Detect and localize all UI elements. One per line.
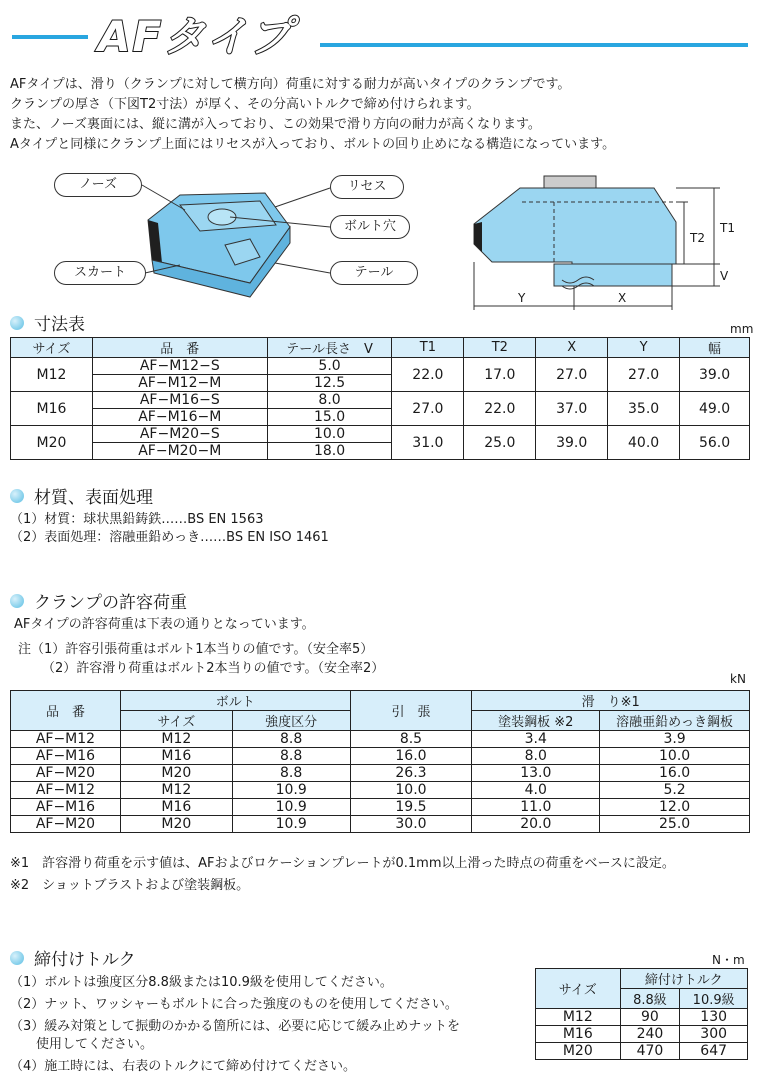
table-header-row (11, 338, 750, 358)
table-header-row (536, 969, 748, 989)
table-cell: 10.0 (350, 782, 472, 799)
material-item: （1）材質：球状黒鉛鋳鉄……BS EN 1563 (10, 512, 264, 527)
dim-label-v: V (720, 269, 729, 283)
load-footnote: ※1 許容滑り荷重を示す値は、AFおよびロケーションプレートが0.1mm以上滑った時点の荷重をベースに設定。 (10, 856, 675, 871)
table-cell: 35.0 (608, 392, 680, 426)
table-cell: 4.0 (472, 782, 600, 799)
table-cell: 130 (680, 1009, 748, 1026)
table-header: 幅 (680, 338, 750, 358)
table-cell: 10.0 (267, 426, 392, 443)
table-header: 塗装鋼板 ※2 (472, 711, 600, 731)
table-row (11, 748, 750, 765)
table-cell: 10.9 (232, 816, 350, 833)
table-cell: AF−M20−M (92, 443, 267, 460)
table-cell: 16.0 (600, 765, 750, 782)
table-cell: 16.0 (350, 748, 472, 765)
table-row (536, 1009, 748, 1026)
title-line-right (320, 43, 748, 47)
table-cell: 31.0 (392, 426, 464, 460)
table-cell: 39.0 (536, 426, 608, 460)
table-cell: M20 (120, 816, 232, 833)
table-cell: AF−M16−S (92, 392, 267, 409)
table-cell: 13.0 (472, 765, 600, 782)
table-cell: M16 (11, 392, 93, 426)
table-cell: 15.0 (267, 409, 392, 426)
callout-nose: ノーズ (54, 173, 142, 197)
table-header: T2 (464, 338, 536, 358)
dim-label-x: X (618, 291, 627, 305)
table-cell: 10.9 (232, 799, 350, 816)
bullet-icon (10, 316, 24, 330)
table-cell: 3.4 (472, 731, 600, 748)
table-cell: 30.0 (350, 816, 472, 833)
table-cell: 20.0 (472, 816, 600, 833)
intro-line: また、ノーズ裏面には、縦に溝が入っており、この効果で滑り方向の耐力が高くなります。 (10, 117, 541, 132)
bullet-icon (10, 594, 24, 608)
section-heading: 材質、表面処理 (34, 488, 153, 508)
table-header: サイズ (120, 711, 232, 731)
table-header: T1 (392, 338, 464, 358)
table-cell: 5.2 (600, 782, 750, 799)
table-cell: 240 (620, 1026, 680, 1043)
table-row (11, 358, 750, 375)
table-cell: M12 (120, 782, 232, 799)
load-unit: kN (730, 672, 746, 686)
table-cell: AF−M12−S (92, 358, 267, 375)
table-cell: 22.0 (392, 358, 464, 392)
clamp-side-diagram (462, 172, 752, 317)
material-item: （2）表面処理：溶融亜鉛めっき……BS EN ISO 1461 (10, 530, 329, 545)
table-cell: 18.0 (267, 443, 392, 460)
table-header: 8.8級 (620, 989, 680, 1009)
table-row (536, 1043, 748, 1060)
table-cell: 470 (620, 1043, 680, 1060)
table-header: 溶融亜鉛めっき鋼板 (600, 711, 750, 731)
table-cell: 39.0 (680, 358, 750, 392)
dim-label-t2: T2 (690, 231, 705, 245)
section-heading: 寸法表 (34, 315, 85, 335)
table-cell: 25.0 (600, 816, 750, 833)
intro-line: AFタイプは、滑り（クランプに対して横方向）荷重に対する耐力が高いタイプのクランプです。 (10, 77, 571, 92)
table-header: 強度区分 (232, 711, 350, 731)
load-table (10, 690, 750, 833)
table-cell: AF−M12−M (92, 375, 267, 392)
load-note: （2）許容滑り荷重はボルト2本当りの値です。（安全率2） (42, 661, 385, 676)
bullet-icon (10, 951, 24, 965)
table-row (11, 426, 750, 443)
table-header: 品 番 (11, 691, 121, 731)
table-cell: 90 (620, 1009, 680, 1026)
table-header: サイズ (11, 338, 93, 358)
table-cell: 8.0 (472, 748, 600, 765)
section-dimensions (10, 310, 85, 335)
bullet-icon (10, 489, 24, 503)
table-cell: 10.0 (600, 748, 750, 765)
torque-item: （1）ボルトは強度区分8.8級または10.9級を使用してください。 (10, 975, 393, 990)
table-cell: 17.0 (464, 358, 536, 392)
table-cell: AF−M16 (11, 748, 121, 765)
page-title: AFタイプ (98, 12, 294, 61)
table-cell: 27.0 (536, 358, 608, 392)
table-cell: 10.9 (232, 782, 350, 799)
table-row (11, 392, 750, 409)
section-heading: 締付けトルク (34, 950, 136, 970)
clamp-side-illustration (462, 172, 752, 317)
table-cell: M16 (120, 748, 232, 765)
callout-tail: テール (330, 261, 418, 285)
table-cell: 300 (680, 1026, 748, 1043)
table-cell: 11.0 (472, 799, 600, 816)
intro-line: Aタイプと同様にクランプ上面にはリセスが入っており、ボルトの回り止めになる構造になっています。 (10, 137, 616, 152)
table-cell: AF−M20−S (92, 426, 267, 443)
table-cell: 8.0 (267, 392, 392, 409)
title-bar (0, 12, 760, 62)
table-header: X (536, 338, 608, 358)
table-row (11, 799, 750, 816)
table-row (11, 816, 750, 833)
callout-skirt: スカート (54, 261, 146, 285)
table-cell: 27.0 (392, 392, 464, 426)
table-header: ボルト (120, 691, 350, 711)
table-cell: AF−M20 (11, 765, 121, 782)
table-cell: 3.9 (600, 731, 750, 748)
table-row (11, 765, 750, 782)
table-cell: 40.0 (608, 426, 680, 460)
torque-unit: N・m (712, 953, 745, 967)
torque-table (535, 968, 748, 1060)
clamp-3d-diagram (50, 165, 430, 305)
table-cell: 19.5 (350, 799, 472, 816)
table-header: テール長さ V (267, 338, 392, 358)
table-header-row (11, 691, 750, 711)
section-heading: クランプの許容荷重 (34, 593, 187, 613)
table-cell: 8.8 (232, 765, 350, 782)
table-cell: 5.0 (267, 358, 392, 375)
table-cell: M12 (11, 358, 93, 392)
table-cell: 26.3 (350, 765, 472, 782)
load-note: 注（1）許容引張荷重はボルト1本当りの値です。（安全率5） (18, 642, 374, 657)
load-lead: AFタイプの許容荷重は下表の通りとなっています。 (14, 617, 315, 632)
table-cell: 49.0 (680, 392, 750, 426)
table-cell: AF−M12 (11, 731, 121, 748)
table-cell: AF−M12 (11, 782, 121, 799)
table-cell: 8.5 (350, 731, 472, 748)
table-cell: M16 (536, 1026, 621, 1043)
table-cell: 8.8 (232, 748, 350, 765)
table-cell: 56.0 (680, 426, 750, 460)
table-header: 10.9級 (680, 989, 748, 1009)
table-header: サイズ (536, 969, 621, 1009)
table-cell: 12.5 (267, 375, 392, 392)
table-cell: M12 (120, 731, 232, 748)
table-cell: 8.8 (232, 731, 350, 748)
intro-line: クランプの厚さ（下図T2寸法）が厚く、その分高いトルクで締め付けられます。 (10, 97, 480, 112)
table-cell: AF−M20 (11, 816, 121, 833)
table-header: 品 番 (92, 338, 267, 358)
table-cell: 22.0 (464, 392, 536, 426)
torque-item: （3）緩み対策として振動のかかる箇所には、必要に応じて緩み止めナットを (10, 1019, 461, 1034)
table-cell: AF−M16−M (92, 409, 267, 426)
table-row (11, 731, 750, 748)
table-header: 滑 り※1 (472, 691, 750, 711)
torque-item: （4）施工時には、右表のトルクにて締め付けてください。 (10, 1059, 357, 1074)
table-cell: 37.0 (536, 392, 608, 426)
table-header: 締付けトルク (620, 969, 747, 989)
table-header: Y (608, 338, 680, 358)
callout-recess: リセス (330, 175, 404, 199)
table-cell: M20 (11, 426, 93, 460)
table-cell: 27.0 (608, 358, 680, 392)
section-material (10, 483, 153, 508)
table-header: 引 張 (350, 691, 472, 731)
table-cell: M16 (120, 799, 232, 816)
table-cell: 25.0 (464, 426, 536, 460)
table-cell: M20 (120, 765, 232, 782)
load-footnote: ※2 ショットブラストおよび塗装鋼板。 (10, 878, 250, 893)
dimensions-unit: mm (730, 322, 754, 336)
torque-item: （2）ナット、ワッシャーもボルトに合った強度のものを使用してください。 (10, 997, 458, 1012)
table-cell: 647 (680, 1043, 748, 1060)
dimensions-table (10, 337, 750, 460)
section-torque (10, 945, 136, 970)
callout-bolt-hole: ボルト穴 (330, 215, 410, 239)
torque-item: 使用してください。 (10, 1037, 154, 1052)
title-line-left (12, 35, 88, 39)
dim-label-y: Y (518, 291, 526, 305)
table-row (11, 782, 750, 799)
table-row (536, 1026, 748, 1043)
intro-text (10, 75, 750, 155)
table-cell: M12 (536, 1009, 621, 1026)
table-cell: AF−M16 (11, 799, 121, 816)
table-cell: M20 (536, 1043, 621, 1060)
table-cell: 12.0 (600, 799, 750, 816)
section-load (10, 588, 187, 613)
dim-label-t1: T1 (720, 221, 735, 235)
